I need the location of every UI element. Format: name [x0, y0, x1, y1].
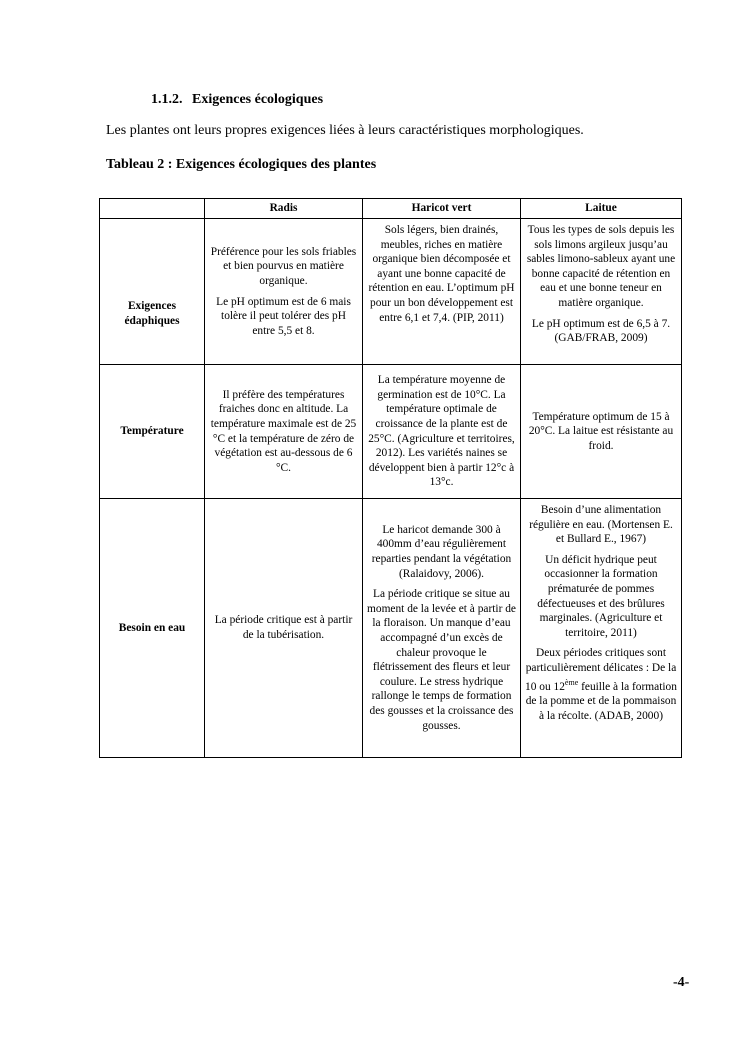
table-header-row	[100, 199, 682, 219]
table-row-besoin-en-eau	[100, 499, 682, 758]
header-laitue: Laitue	[521, 199, 682, 219]
cell-laitue	[521, 365, 682, 499]
row-label: Besoin en eau	[100, 499, 205, 758]
section-title: Exigences écologiques	[192, 92, 324, 107]
cell-paragraph: Le haricot demande 300 à 400mm d’eau régulièrement reparties pendant la végétation (Ralaidovy, 2006).	[371, 523, 512, 580]
cell-paragraph: Le pH optimum est de 6 mais tolère il peut tolérer des pH entre 5,5 et 8.	[216, 295, 351, 337]
cell-haricot-vert	[363, 365, 521, 499]
table-row-temperature	[100, 365, 682, 499]
cell-radis	[205, 365, 363, 499]
section-number: 1.1.2.	[151, 92, 183, 107]
cell-paragraph: La période critique se situe au moment de la levée et à partir de la floraison. Un manque d’eau accompagné d’un excès de chaleur provoque le flétrissement des fleurs et leur coulure. Le stress hydrique rallonge le temps de formation des gousses et la croissance des gousses.	[367, 588, 516, 732]
cell-paragraph: Préférence pour les sols friables et bien pourvus en matière organique.	[210, 245, 357, 287]
cell-paragraph: Tous les types de sols depuis les sols limons argileux jusqu’au sables limono-sableux ayant une bonne capacité de rétention en eau et une bonne teneur en matière organique.	[526, 224, 676, 309]
cell-paragraph: Le pH optimum est de 6,5 à 7. (GAB/FRAB, 2009)	[531, 317, 671, 345]
header-radis: Radis	[205, 199, 363, 219]
cell-paragraph: Sols légers, bien drainés, meubles, riches en matière organique bien décomposée et ayant une bonne capacité de rétention en eau. L’optimum pH pour un bon développement est entre 6,1 et 7,4. (PIP, 2011)	[368, 224, 515, 324]
cell-paragraph: Un déficit hydrique peut occasionner la formation prématurée de pommes défectueuses et des brûlures marginales. (Agriculture et territoire, 2011)	[537, 553, 665, 639]
page-number: -4-	[673, 975, 690, 990]
cell-haricot-vert	[363, 499, 521, 758]
cell-radis	[205, 219, 363, 365]
header-empty	[100, 199, 205, 219]
cell-paragraph: Température optimum de 15 à 20°C. La laitue est résistante au froid.	[528, 410, 674, 452]
cell-haricot-vert	[363, 219, 521, 365]
row-label: Exigences édaphiques	[100, 219, 205, 365]
text-run: feuille à la formation de la pomme et de la pommaison à la récolte. (ADAB, 2000)	[525, 680, 677, 722]
intro-paragraph: Les plantes ont leurs propres exigences liées à leurs caractéristiques morphologiques.	[106, 123, 584, 138]
text-run: Deux périodes critiques sont particulièrement délicates : De la 10 ou 12	[525, 647, 677, 693]
cell-paragraph: La période critique est à partir de la tubérisation.	[214, 614, 353, 641]
cell-laitue	[521, 219, 682, 365]
cell-paragraph: La température moyenne de germination est de 10°C. La température optimale de croissance de la plante est de 25°C. (Agriculture et territoires, 2012). Les variétés naines se développent bien à partir 12°c à 13°c.	[368, 374, 515, 489]
table-caption: Tableau 2 : Exigences écologiques des plantes	[106, 157, 377, 172]
row-label: Température	[100, 365, 205, 499]
section-heading	[151, 92, 323, 108]
cell-radis	[205, 499, 363, 758]
superscript: ème	[564, 677, 579, 687]
ecological-requirements-table	[99, 198, 682, 758]
cell-laitue	[521, 499, 682, 758]
cell-paragraph: Il préfère des températures fraiches donc en altitude. La température maximale est de 25 °C et la température de zéro de végétation est au-dessous de 6 °C.	[210, 388, 357, 474]
cell-paragraph	[525, 646, 677, 723]
header-haricot-vert: Haricot vert	[363, 199, 521, 219]
cell-paragraph: Besoin d’une alimentation régulière en eau. (Mortensen E. et Bullard E., 1967)	[529, 504, 673, 546]
table-row-exigences-edaphiques	[100, 219, 682, 365]
